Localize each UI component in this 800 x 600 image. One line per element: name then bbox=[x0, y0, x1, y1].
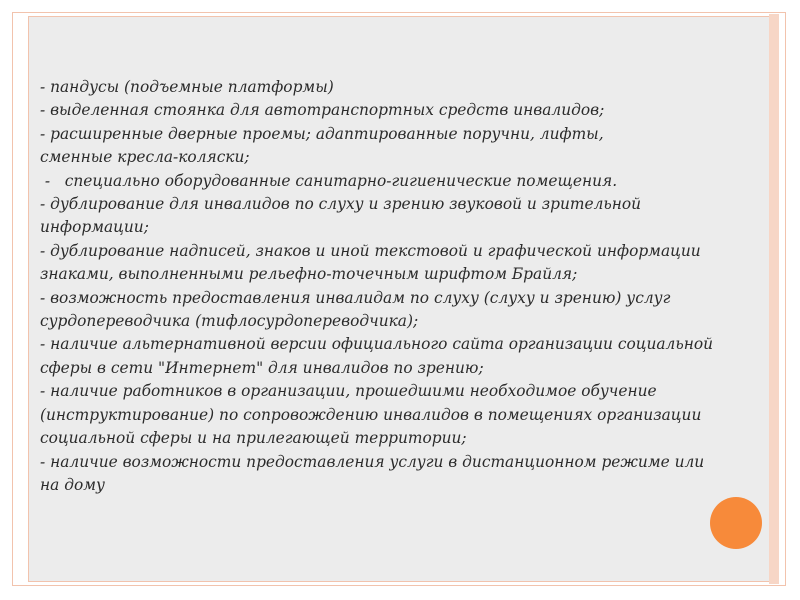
text-line: - наличие работников в организации, прошедшими необходимое обучение bbox=[40, 382, 657, 401]
text-line: - наличие альтернативной версии официального сайта организации социальной bbox=[40, 335, 714, 354]
text-line: - выделенная стоянка для автотранспортных средств инвалидов; bbox=[40, 101, 605, 120]
text-line: - дублирование для инвалидов по слуху и зрению звуковой и зрительной bbox=[40, 195, 642, 214]
text-line: - наличие возможности предоставления услуги в дистанционном режиме или bbox=[40, 452, 705, 471]
text-line: на дому bbox=[40, 475, 105, 494]
text-line: сферы в сети "Интернет" для инвалидов по зрению; bbox=[40, 358, 484, 377]
text-line: информации; bbox=[40, 218, 149, 237]
right-decorative-band bbox=[769, 14, 779, 584]
text-line: сурдопереводчика (тифлосурдопереводчика); bbox=[40, 312, 419, 331]
text-line: сменные кресла-коляски; bbox=[40, 148, 250, 167]
orange-circle-decoration bbox=[710, 497, 762, 549]
text-line: социальной сферы и на прилегающей территории; bbox=[40, 429, 467, 448]
text-line: (инструктирование) по сопровождению инвалидов в помещениях организации bbox=[40, 405, 702, 424]
accessibility-measures-list bbox=[40, 76, 730, 497]
text-line: - возможность предоставления инвалидам по слуху (слуху и зрению) услуг bbox=[40, 288, 671, 307]
text-line: - пандусы (подъемные платформы) bbox=[40, 78, 334, 96]
text-line: - расширенные дверные проемы; адаптированные поручни, лифты, bbox=[40, 124, 604, 143]
text-line: - специально оборудованные санитарно-гигиенические помещения. bbox=[40, 171, 618, 190]
text-line: знаками, выполненными рельефно-точечным шрифтом Брайля; bbox=[40, 265, 578, 284]
text-line: - дублирование надписей, знаков и иной текстовой и графической информации bbox=[40, 241, 701, 260]
